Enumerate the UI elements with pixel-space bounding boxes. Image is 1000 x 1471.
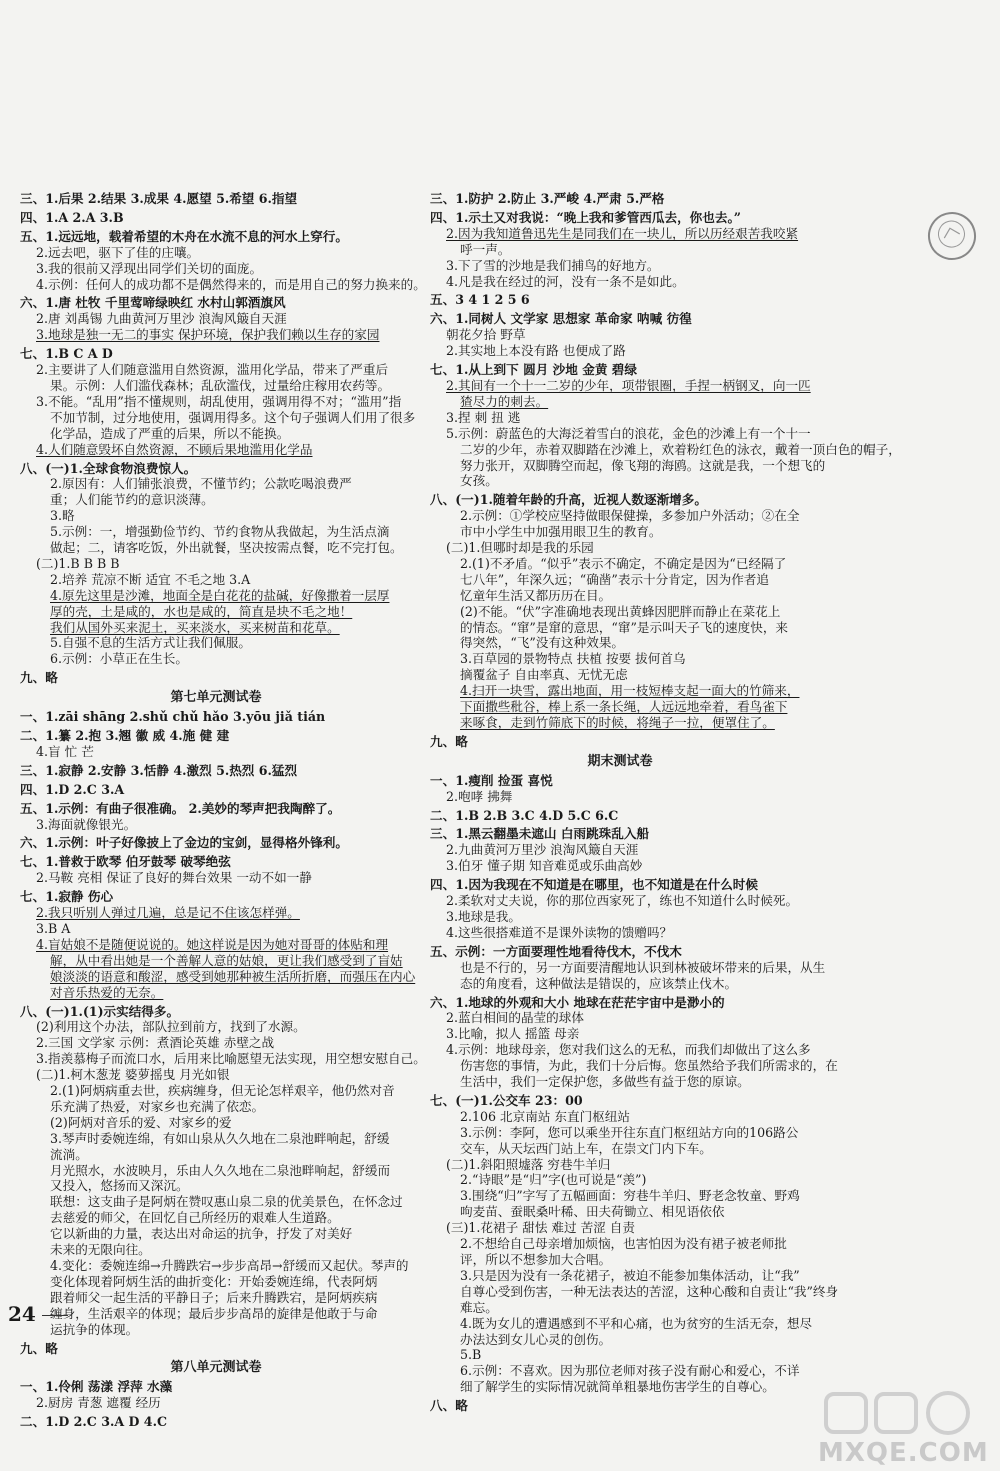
answer-line: 2.原因有：人们铺张浪费，不懂节约；公款吃喝浪费严 [50,476,352,492]
answer-line: 2.“诗眼”是“归”字(也可说是“羡”) [460,1172,647,1188]
answer-line: 三、1.寂静 2.安静 3.恬静 4.激烈 5.热烈 6.猛烈 [20,762,298,778]
answer-line: 五、1.远远地，载着希望的木舟在水流不息的河水上穿行。 [20,228,348,244]
answer-line: 3.比喻，拟人 摇篮 母亲 [446,1026,580,1042]
answer-line: 2.主要讲了人们随意滥用自然资源，滥用化学品，带来了严重后 [36,362,389,378]
answer-line: 3.百草园的景物特点 扶植 按要 拔何首乌 [460,651,686,667]
answer-line: 2.远去吧，驱下了佳的庄嚷。 [36,244,200,260]
answer-line: 九、略 [430,733,468,749]
watermark-text: MXQE.COM [818,1438,989,1468]
answer-line: 朝花夕拾 野草 [446,327,526,343]
answer-line: 4.盲 忙 芒 [36,743,94,759]
answer-line: 4.既为女儿的遭遇感到不平和心痛，也为贫穷的生活无奈，想尽 [460,1315,813,1331]
answer-line: 三、1.黑云翻墨未遮山 白雨跳珠乱入船 [430,826,650,842]
answer-line: 得突然，“飞”没有这种效果。 [460,635,625,651]
answer-line: 5.示例：蔚蓝色的大海泛着雪白的浪花，金色的沙滩上有一个十一 [446,425,811,441]
answer-line: 2.三国 文学家 示例：煮酒论英雄 赤壁之战 [36,1035,275,1051]
answer-line: 一、1.zāi shāng 2.shǔ chǔ hǎo 3.yōu jiǎ tián [20,709,326,725]
answer-line: 去慈爱的师父，在回忆自己所经历的艰难人生道路。 [50,1210,340,1226]
answer-line: 4.示例：任何人的成功都不是偶然得来的，而是用自己的努力换来的。 [36,276,426,292]
answer-line: 解，从中看出她是一个善解人意的姑娘，更让我们感受到了盲姑 [50,952,403,968]
answer-line: 4.变化：委婉连绵→升腾跌宕→步步高昂→舒缓而又起伏。琴声的 [50,1258,409,1273]
answer-line: 5.示例：一，增强勤俭节约、节约食物从我做起，为生活点滴 [50,524,390,540]
answer-line: 也是不行的，另一方面要清醒地认识到林被破坏带来的后果，从生 [460,959,826,975]
answer-line: 九、略 [20,1340,58,1356]
answer-line: 九、略 [20,670,58,686]
answer-line: 2.培养 荒凉不断 适宜 不毛之地 3.A [50,571,251,587]
answer-line: 四、1.因为我现在不知道是在哪里，也不知道是在什么时候 [430,877,758,893]
answer-line: 3.琴声时委婉连绵，有如山泉从久久地在二泉池畔响起，舒缓 [50,1130,390,1146]
answer-line: 八、略 [430,1398,468,1414]
answer-line: 5.B [460,1347,482,1363]
answer-line: 自尊心受到伤害，一种无法表达的苦涩，这种心酸和自责让“我”终身 [460,1283,839,1299]
answer-line: 来啄食，走到竹筛底下的时候，将绳子一拉，便罩住了。 [460,715,775,730]
answer-line: (二)1.斜阳照墟落 穷巷牛羊归 [446,1156,611,1172]
stamp-circle-icon [927,210,976,259]
right-answer-column [430,188,901,1414]
answer-line: 八、(一)1.全球食物浪费惊人。 [20,460,197,476]
answer-line: 2.蓝白相间的晶莹的球体 [446,1010,584,1026]
answer-line: 2.(1)阿炳病重去世，疾病缠身，但无论怎样艰辛，他仍然对音 [50,1083,395,1099]
answer-line: 变化体现着阿炳生活的曲折变化：开始委婉连绵，代表阿炳 [50,1273,378,1289]
answer-line: 六、1.同树人 文学家 思想家 革命家 呐喊 彷徨 [430,311,692,327]
answer-line: 七、1.普救于欧琴 伯牙鼓琴 破琴绝弦 [20,854,231,870]
answer-line: 二、1.B 2.B 3.C 4.D 5.C 6.C [430,807,619,823]
answer-line: 3.捏 刺 扭 逃 [446,409,521,425]
answer-line: 2.不想给自己母亲增加烦恼，也害怕因为没有裙子被老师批 [460,1236,787,1252]
answer-line: (二)1.B B B B [36,555,120,571]
answer-line: 七、1.寂静 伤心 [20,889,114,905]
answer-line: 伤害您的事情，为此，我们十分后悔。您虽然给予我们所需求的，在 [460,1058,838,1074]
answer-line: 6.示例：不喜欢。因为那位老师对孩子没有耐心和爱心，不详 [460,1363,800,1379]
answer-line: 七、(一)1.公交车 23：00 [430,1092,583,1108]
answer-line: 厚的壳，土是咸的，水也是咸的，简直是块不毛之地！ [50,603,353,619]
answer-line: 对音乐热爱的无奈。 [50,984,164,1000]
answer-line: 3.围绕“归”字写了五幅画面：穷巷牛羊归、野老念牧童、野鸡 [460,1188,800,1204]
answer-line: 评，所以不想参加大合唱。 [460,1252,612,1267]
answer-line: 五、1.示例：有曲子很准确。 2.美妙的琴声把我陶醉了。 [20,800,341,816]
answer-line: 3.只是因为没有一条花裙子，被迫不能参加集体活动，让“我” [460,1267,800,1283]
answer-line: 4.人们随意毁坏自然资源，不顾后果地滥用化学品 [36,441,313,457]
answer-line: 缠身，生活艰辛的体现；最后步步高昂的旋律是他敢于与命 [50,1305,378,1321]
answer-line: 化学品，造成了严重的后果，所以不能换。 [50,425,290,441]
answer-line: 3.地球是我。 [446,908,521,924]
answer-line: 4.扫开一块雪，露出地面，用一枝短棒支起一面大的竹筛来， [460,683,800,699]
section-title: 第八单元测试卷 [170,1360,262,1376]
answer-line: 态的角度看，这种做法是错误的，应该禁止伐木。 [460,975,738,991]
section-title: 期末测试卷 [587,753,653,769]
answer-line: 4.凡是我在经过的河，没有一条不是如此。 [446,273,685,289]
answer-line: 七、1.B C A D [20,346,113,362]
answer-line: 二岁的少年，赤着双脚踏在沙滩上，欢着粉红色的泳衣，戴着一顶白色的帽子， [460,441,901,457]
answer-line: 又投入，悠扬而又深沉。 [50,1178,189,1194]
answer-line: 4.盲姑娘不是随便说说的。她这样说是因为她对哥哥的体贴和理 [36,936,389,952]
answer-line: 三、1.防护 2.防止 3.严峻 4.严肃 5.严格 [430,191,665,206]
answer-line: 2.示例：①学校应坚持做眼保健操，多参加户外活动；②在全 [460,508,800,524]
answer-line: 2.其间有一个十一二岁的少年，项带银圈，手捏一柄钢叉，向一匹 [446,377,811,393]
answer-line: 2.马鞍 亮相 保证了良好的舞台效果 一动不如一静 [36,870,312,886]
answer-line: 八、(一)1.随着年龄的升高，近视人数逐渐增多。 [430,492,707,508]
answer-line: 呴麦苗、蚕眠桑叶稀、田夫荷锄立、相见语依依 [460,1204,725,1220]
answer-line: 2.106 北京南站 东直门枢纽站 [460,1108,630,1124]
answer-line: (二)1.柯木葱茏 婆萝摇曳 月光如银 [36,1067,230,1083]
answer-line: 3.下了雪的沙地是我们捕鸟的好地方。 [446,257,660,273]
answer-line: 果。示例：人们滥伐森林；乱砍滥伐，过量给庄稼用农药等。 [50,377,391,393]
answer-line: 联想：这支曲子是阿炳在赞叹惠山泉二泉的优美景色，在怀念过 [50,1194,403,1210]
answer-line: 2.(1)不矛盾。“似乎”表示不确定，不确定是因为“已经隔了 [460,555,787,571]
answer-line: 流淌。 [50,1146,88,1162]
answer-line: 一、1.伶俐 荡漾 浮萍 水藻 [20,1379,173,1395]
answer-line: (2)阿炳对音乐的爱、对家乡的爱 [50,1114,232,1130]
answer-line: 六、1.唐 杜牧 千里莺啼绿映红 水村山郭酒旗风 [20,295,286,311]
answer-line: 不加节制，过分地使用，强调用得多。这个句子强调人们用了很多 [50,409,416,425]
answer-line: 一、1.瘦削 捡蛋 喜悦 [430,772,553,788]
answer-line: 做起；二，请客吃饭，外出就餐，坚决按需点餐，吃不完打包。 [50,540,403,556]
answer-line: 3.地球是独一无二的事实 保护环境，保护我们赖以生存的家园 [36,327,380,343]
answer-line: 忆童年生活又都历历在目。 [460,587,612,603]
answer-line: 交车，从天坛西门站上车，在崇文门内下车。 [460,1140,712,1156]
answer-line: 3.略 [50,508,75,524]
section-title: 第七单元测试卷 [170,690,262,706]
answer-line: 呼一声。 [460,241,511,257]
answer-line: 2.因为我知道鲁迅先生是同我们在一块儿，所以历经艰苦我咬紧 [446,225,799,241]
answer-line: 办法达到女儿心灵的创伤。 [460,1331,612,1347]
answer-line: 女孩。 [460,473,498,489]
answer-line: 4.这些很搭难道不是课外读物的馈赠吗？ [446,924,673,940]
answer-line: 未来的无限向往。 [50,1242,151,1258]
answer-line: 3.海面就像银光。 [36,816,137,832]
answer-line: 它以新曲的力量，表达出对命运的抗争，抒发了对美好 [50,1226,353,1242]
answer-line: 2.九曲黄河万里沙 浪淘风簸自天涯 [446,842,639,858]
answer-line: (三)1.花裙子 甜怯 难过 苦涩 自责 [446,1220,635,1236]
answer-line: 2.柔软对丈夫说，你的那位西家死了，练也不知道什么时候死。 [446,893,799,909]
answer-line: 2.咆哮 拂舞 [446,788,513,804]
answer-line: 3.B A [36,920,71,936]
answer-line: 2.唐 刘禹锡 九曲黄河万里沙 浪淘风簸自天涯 [36,311,287,327]
answer-line: 跟着师父一起生活的平静日子；后来升腾跌宕，是阿炳疾病 [50,1289,378,1305]
answer-line: 我们从国外买来泥土，买来淡水，买来树苗和花草。 [50,619,340,635]
answer-line: 五、3 4 1 2 5 6 [430,292,530,308]
watermark-logo-icon [778,1390,988,1440]
answer-line: 月光照水，水波映月，乐由人久久地在二泉池畔响起，舒缓而 [50,1162,391,1178]
answer-line: 运抗争的体现。 [50,1321,139,1337]
answer-line: 4.示例：地球母亲，您对我们这么的无私，而我们却做出了这么多 [446,1042,811,1058]
answer-line: 六、1.地球的外观和大小 地球在茫茫宇宙中是渺小的 [430,994,725,1010]
answer-line: 重；人们能节约的意识淡薄。 [50,492,214,508]
answer-line: 2.我只听别人弹过几遍，总是记不住该怎样弹。 [36,905,300,921]
answer-line: 难忘。 [460,1299,498,1315]
answer-line: 八、(一)1.(1)示实结得多。 [20,1003,180,1019]
answer-line: 市中小学生中加强用眼卫生的教育。 [460,524,662,540]
answer-line: 3.我的很前又浮现出同学们关切的面庞。 [36,260,263,276]
answer-line: 的情态。“窜”是窜的意思，“窜”是示叫天子飞的速度快，来 [460,619,789,635]
watermark [778,1390,989,1468]
answer-line: 二、1.D 2.C 3.A D 4.C [20,1414,167,1430]
answer-line: 二、1.纂 2.抱 3.翘 徽 威 4.施 健 建 [20,728,230,743]
answer-line: 娘淡淡的语意和酸涩，感受到她那种被生活所折磨，而强压在内心 [50,968,416,984]
answer-line: 六、1.示例：叶子好像披上了金边的宝剑，显得格外锋利。 [20,835,348,851]
answer-line: 下面撒些秕谷，棒上系一条长绳，人远远地牵着，看鸟雀下 [460,699,788,715]
answer-line: 2.其实地上本没有路 也便成了路 [446,343,626,359]
answer-line: 四、1.D 2.C 3.A [20,781,125,797]
answer-line: 五、示例：一方面要理性地看待伐木，不伐木 [430,943,682,959]
ink-stamp [923,207,982,266]
answer-line: 摘覆盆子 自由率真、无忧无虑 [460,667,628,683]
answer-line: 生活中，我们一定保护您，多做些有益于您的原谅。 [460,1074,750,1090]
answer-line: 6.示例：小草正在生长。 [50,651,188,667]
answer-line: 3.伯牙 懂子期 知音难觅或乐曲高妙 [446,858,643,874]
answer-line: 细了解学生的实际情况就简单粗暴地伤害学生的自尊心。 [460,1379,775,1395]
answer-line: 5.自强不息的生活方式让我们佩服。 [50,635,251,651]
answer-line: 努力张开，双脚腾空而起，像飞翔的海鸥。这就是我，一个想飞的 [460,457,826,473]
answer-line: 乐充满了热爱，对家乡也充满了依恋。 [50,1098,265,1114]
answer-line: 4.原先这里是沙滩，地面全是白花花的盐碱，好像撒着一层厚 [50,587,390,603]
answer-line: (二)1.但哪时却是我的乐园 [446,540,594,556]
answer-line: 3.示例：李阿，您可以乘坐开往东直门枢纽站方向的106路公 [460,1124,799,1140]
answer-line: 四、1.A 2.A 3.B [20,209,124,225]
answer-line: 四、1.示土又对我说：“晚上我和爹管西瓜去，你也去。” [430,209,741,225]
answer-line: 2.厨房 青葱 遮覆 经历 [36,1395,161,1411]
answer-line: 七、1.从上到下 圆月 沙地 金黄 碧绿 [430,362,637,378]
answer-line: 3.指羡慕梅子而流口水，后用来比喻愿望无法实现，用空想安慰自己。 [36,1051,426,1067]
answer-line: 七八年”，年深久远；“确凿”表示十分肯定，因为作者追 [460,571,769,587]
answer-line: 猹尽力的刺去。 [460,393,549,409]
answer-line: 3.不能。“乱用”指不懂规则，胡乱使用，强调用得不对；“滥用”指 [36,393,402,409]
answer-line: (2)利用这个办法，部队拉到前方，找到了水源。 [36,1019,306,1035]
answer-line: (2)不能。“伏”字准确地表现出黄蜂因肥胖而静止在菜花上 [460,603,781,619]
answer-line: 三、1.后果 2.结果 3.成果 4.愿望 5.希望 6.指望 [20,191,298,206]
left-answer-column [20,188,426,1430]
page-number: 24 [8,1302,68,1326]
